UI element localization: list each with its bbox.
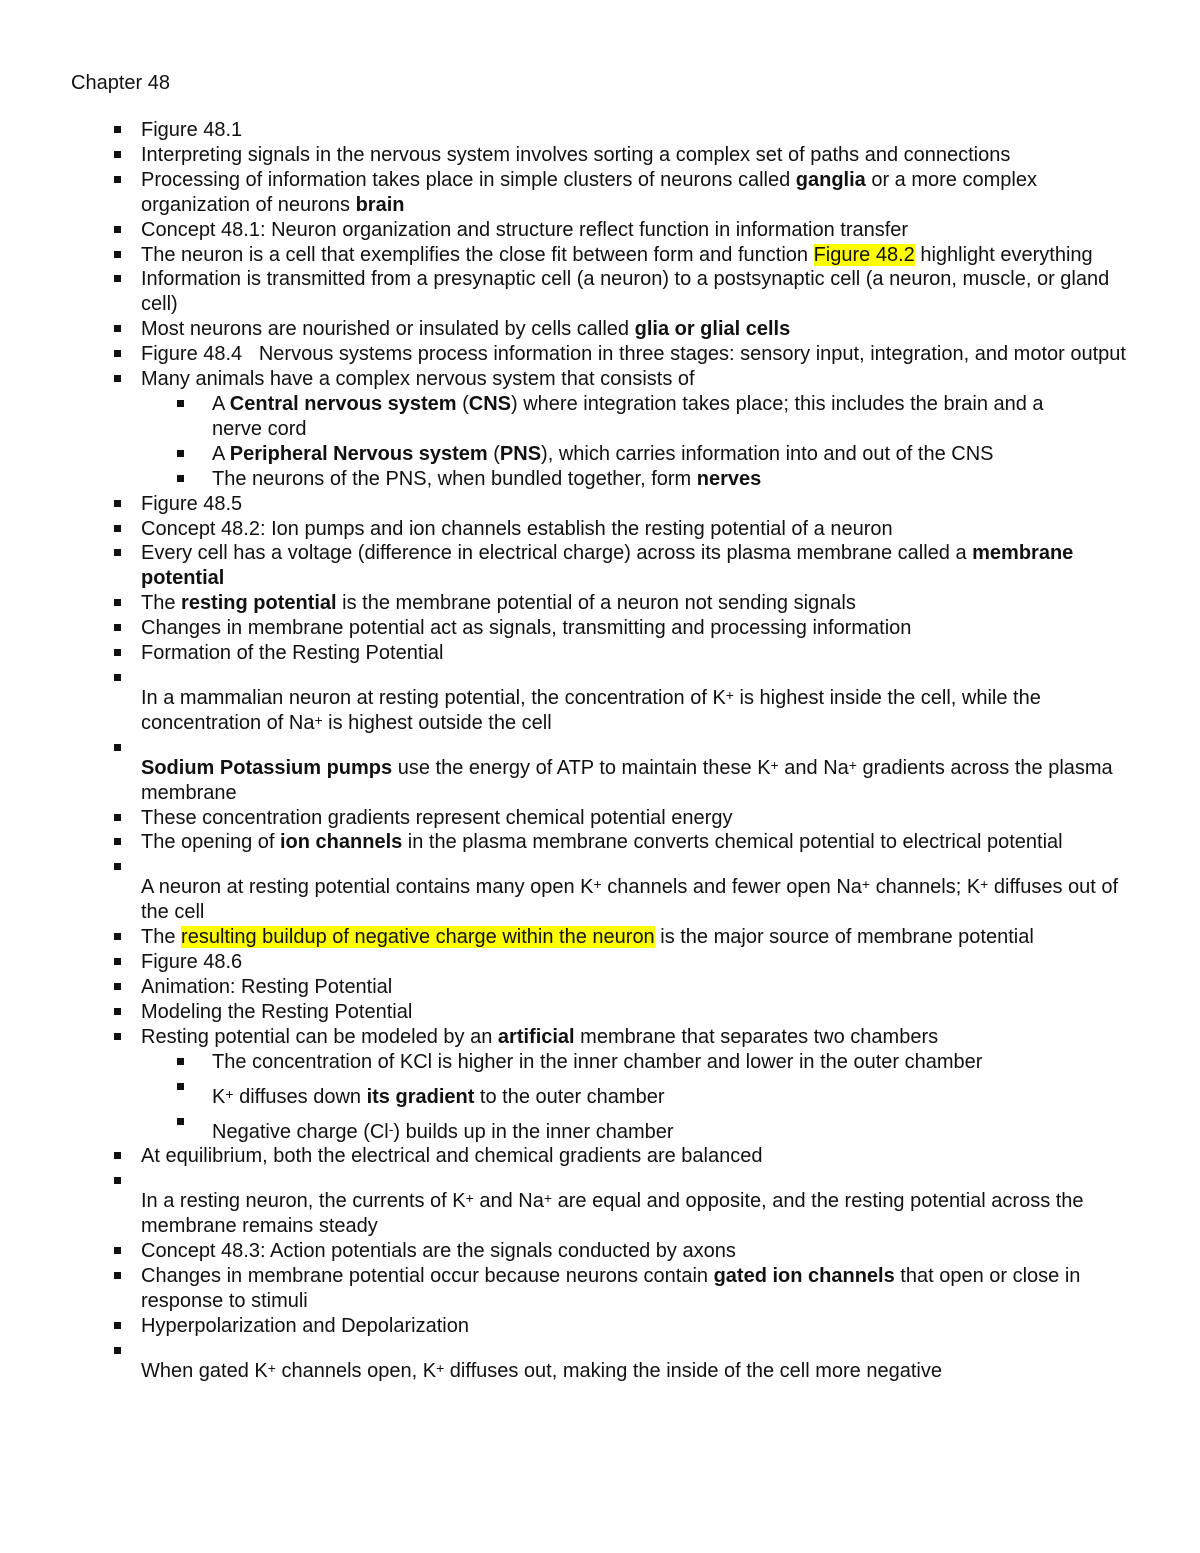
item-text: channels and fewer open Na (601, 876, 862, 899)
bold-text: artificial (497, 1025, 575, 1048)
item-text: In a resting neuron, the currents of K (141, 1190, 466, 1213)
superscript-text: + (861, 876, 871, 893)
square-bullet-icon (177, 450, 184, 457)
superscript-text: + (593, 876, 602, 893)
item-text: Resting potential can be modeled by an (141, 1025, 498, 1048)
list-item (0, 616, 1200, 641)
square-bullet-icon (114, 1177, 121, 1184)
item-text: or a more complex organization of neurons (141, 168, 1043, 216)
square-bullet-icon (114, 599, 121, 606)
item-text: is the major source of membrane potential (654, 926, 1034, 949)
item-text: membrane that separates two chambers (574, 1025, 939, 1048)
item-text: diffuses down (233, 1085, 367, 1108)
list-item (0, 1144, 1200, 1169)
item-text: Many animals have a complex nervous system that consists of (141, 368, 695, 391)
list-item (0, 736, 1200, 806)
square-bullet-icon (114, 674, 121, 681)
bold-text: CNS (468, 392, 512, 415)
list-item (0, 1025, 1200, 1050)
list-item (0, 1339, 1200, 1384)
square-bullet-icon (177, 1058, 184, 1065)
square-bullet-icon (114, 744, 121, 751)
bold-text: Peripheral Nervous system (229, 442, 488, 465)
superscript-text: + (980, 876, 989, 893)
item-text: and Na (473, 1190, 544, 1213)
item-text: Changes in membrane potential act as signals, transmitting and processing information (141, 617, 912, 640)
item-text: The opening of (141, 831, 280, 854)
item-text: K (212, 1085, 226, 1108)
bold-text: PNS (499, 442, 542, 465)
list-item (0, 1169, 1200, 1239)
list-item (0, 143, 1200, 168)
sub-list-item (0, 392, 1200, 442)
list-item (0, 492, 1200, 517)
square-bullet-icon (114, 525, 121, 532)
square-bullet-icon (177, 475, 184, 482)
square-bullet-icon (114, 838, 121, 845)
item-text: Figure 48.1 (141, 119, 243, 141)
bold-text: ion channels (280, 831, 403, 854)
list-item (0, 591, 1200, 616)
item-text: Negative charge (Cl (212, 1120, 389, 1143)
list-item (0, 517, 1200, 542)
highlighted-text: resulting buildup of negative charge within the neuron (181, 926, 655, 949)
item-text: The (141, 592, 182, 615)
square-bullet-icon (114, 126, 121, 133)
sub-list-item (0, 442, 1200, 467)
square-bullet-icon (114, 151, 121, 158)
list-item (0, 243, 1200, 268)
square-bullet-icon (114, 350, 121, 357)
list-item (0, 168, 1200, 218)
list-item (0, 218, 1200, 243)
square-bullet-icon (114, 226, 121, 233)
square-bullet-icon (114, 1152, 121, 1159)
bold-text: ganglia (795, 168, 866, 191)
square-bullet-icon (114, 649, 121, 656)
list-item (0, 830, 1200, 855)
item-text: The (141, 926, 182, 949)
item-text: Concept 48.2: Ion pumps and ion channels establish the resting potential of a neuron (141, 517, 893, 540)
item-text: Figure 48.6 (141, 951, 243, 974)
bold-text: resting potential (181, 592, 337, 615)
item-text: is highest outside the cell (322, 711, 552, 734)
item-text: At equilibrium, both the electrical and chemical gradients are balanced (141, 1145, 763, 1168)
list-item (0, 1264, 1200, 1314)
superscript-text: + (848, 756, 857, 773)
list-item (0, 342, 1200, 367)
superscript-text: - (388, 1120, 394, 1137)
sub-list-item (0, 1075, 1200, 1110)
list-item (0, 855, 1200, 925)
square-bullet-icon (114, 863, 121, 870)
square-bullet-icon (114, 1347, 121, 1354)
item-text: Every cell has a voltage (difference in electrical charge) across its plasma membrane called a (141, 542, 973, 565)
sub-list-item (0, 467, 1200, 492)
square-bullet-icon (114, 325, 121, 332)
page-title: Chapter 48 (71, 72, 170, 94)
item-text: The neuron is a cell that exemplifies the close fit between form and function (141, 243, 814, 266)
list-item (0, 666, 1200, 736)
list-item (0, 317, 1200, 342)
superscript-text: + (725, 686, 734, 703)
bold-text: Central nervous system (229, 392, 457, 415)
list-item (0, 1239, 1200, 1264)
item-text: When gated K (141, 1359, 268, 1382)
list-item (0, 541, 1200, 591)
item-text: Hyperpolarization and Depolarization (141, 1314, 469, 1337)
bold-text: gated ion channels (713, 1265, 895, 1288)
square-bullet-icon (114, 375, 121, 382)
item-text: in the plasma membrane converts chemical potential to electrical potential (402, 831, 1063, 854)
item-text: Modeling the Resting Potential (141, 1000, 413, 1023)
item-text: Interpreting signals in the nervous system involves sorting a complex set of paths and connections (141, 143, 1011, 166)
item-text: ), which carries information into and out of the CNS (541, 442, 994, 465)
item-text: Animation: Resting Potential (141, 976, 393, 998)
list-item (0, 975, 1200, 1000)
list-item (0, 925, 1200, 950)
item-text: use the energy of ATP to maintain these K (392, 756, 771, 779)
item-text: ) builds up in the inner chamber (393, 1120, 674, 1143)
square-bullet-icon (114, 814, 121, 821)
item-text: Concept 48.1: Neuron organization and structure reflect function in information transfer (141, 218, 909, 241)
item-text: Figure 48.5 (141, 492, 243, 515)
item-text: Most neurons are nourished or insulated by cells called (141, 318, 635, 341)
bold-text: Sodium Potassium pumps (141, 756, 393, 779)
item-text: ) where integration takes place; this includes the brain and a nerve cord (212, 392, 1050, 440)
item-text: channels open, K (275, 1359, 437, 1382)
superscript-text: + (225, 1085, 234, 1102)
bold-text: glia or glial cells (634, 318, 791, 341)
item-text: Changes in membrane potential occur because neurons contain (141, 1265, 714, 1288)
square-bullet-icon (114, 1322, 121, 1329)
item-text: Information is transmitted from a presynaptic cell (a neuron) to a postsynaptic cell (a neuron, muscle, or gland cell) (141, 268, 1115, 316)
item-text: gradients across the plasma membrane (141, 756, 1119, 804)
square-bullet-icon (114, 933, 121, 940)
square-bullet-icon (114, 958, 121, 965)
list-item (0, 367, 1200, 392)
item-text: that open or close in response to stimuli (141, 1265, 1086, 1312)
superscript-text: + (436, 1359, 445, 1376)
square-bullet-icon (114, 176, 121, 183)
list-item (0, 118, 1200, 143)
square-bullet-icon (114, 1247, 121, 1254)
item-text: to the outer chamber (474, 1085, 665, 1108)
bold-text: membrane potential (141, 542, 1079, 590)
list-item (0, 806, 1200, 831)
item-text: A (212, 442, 230, 465)
square-bullet-icon (177, 1083, 184, 1090)
item-text: ( (456, 392, 469, 415)
list-item (0, 950, 1200, 975)
bold-text: nerves (696, 467, 762, 490)
sub-list-item (0, 1050, 1200, 1075)
square-bullet-icon (114, 251, 121, 258)
list-item (0, 1314, 1200, 1339)
list-item (0, 1000, 1200, 1025)
item-text: Formation of the Resting Potential (141, 642, 444, 665)
item-text: A neuron at resting potential contains many open K (141, 876, 594, 899)
item-text: and Na (778, 756, 849, 779)
square-bullet-icon (114, 624, 121, 631)
item-text: channels; K (870, 876, 981, 899)
bold-text: brain (355, 193, 405, 216)
square-bullet-icon (177, 1118, 184, 1125)
item-text: The neurons of the PNS, when bundled together, form (212, 467, 697, 490)
square-bullet-icon (114, 1033, 121, 1040)
list-item (0, 641, 1200, 666)
highlighted-text: Figure 48.2 (813, 243, 915, 266)
superscript-text: + (770, 756, 779, 773)
list-item (0, 267, 1200, 317)
superscript-text: + (267, 1359, 276, 1376)
item-text: highlight everything (914, 243, 1093, 266)
superscript-text: + (465, 1190, 474, 1207)
square-bullet-icon (177, 400, 184, 407)
item-text: Figure 48.4 Nervous systems process information in three stages: sensory input, integration, and motor output (141, 343, 1126, 366)
bold-text: its gradient (366, 1085, 475, 1108)
item-text: diffuses out of the cell (141, 876, 1124, 924)
square-bullet-icon (114, 1272, 121, 1279)
item-text: In a mammalian neuron at resting potential, the concentration of K (141, 686, 726, 709)
square-bullet-icon (114, 500, 121, 507)
notes-list (0, 118, 1200, 1384)
superscript-text: + (314, 711, 323, 728)
item-text: is highest inside the cell, while the concentration of Na (141, 686, 1047, 734)
item-text: are equal and opposite, and the resting potential across the membrane remains steady (141, 1190, 1090, 1238)
sub-list-item (0, 1110, 1200, 1145)
square-bullet-icon (114, 275, 121, 282)
item-text: ( (487, 442, 500, 465)
superscript-text: + (543, 1190, 553, 1207)
square-bullet-icon (114, 549, 121, 556)
item-text: The concentration of KCl is higher in the inner chamber and lower in the outer chamber (212, 1050, 983, 1073)
item-text: These concentration gradients represent chemical potential energy (141, 806, 733, 829)
item-text: Processing of information takes place in simple clusters of neurons called (141, 168, 796, 191)
item-text: diffuses out, making the inside of the cell more negative (444, 1359, 942, 1382)
item-text: A (212, 392, 230, 415)
square-bullet-icon (114, 1008, 121, 1015)
item-text: Concept 48.3: Action potentials are the signals conducted by axons (141, 1240, 736, 1263)
item-text: is the membrane potential of a neuron not sending signals (336, 592, 856, 615)
square-bullet-icon (114, 983, 121, 990)
